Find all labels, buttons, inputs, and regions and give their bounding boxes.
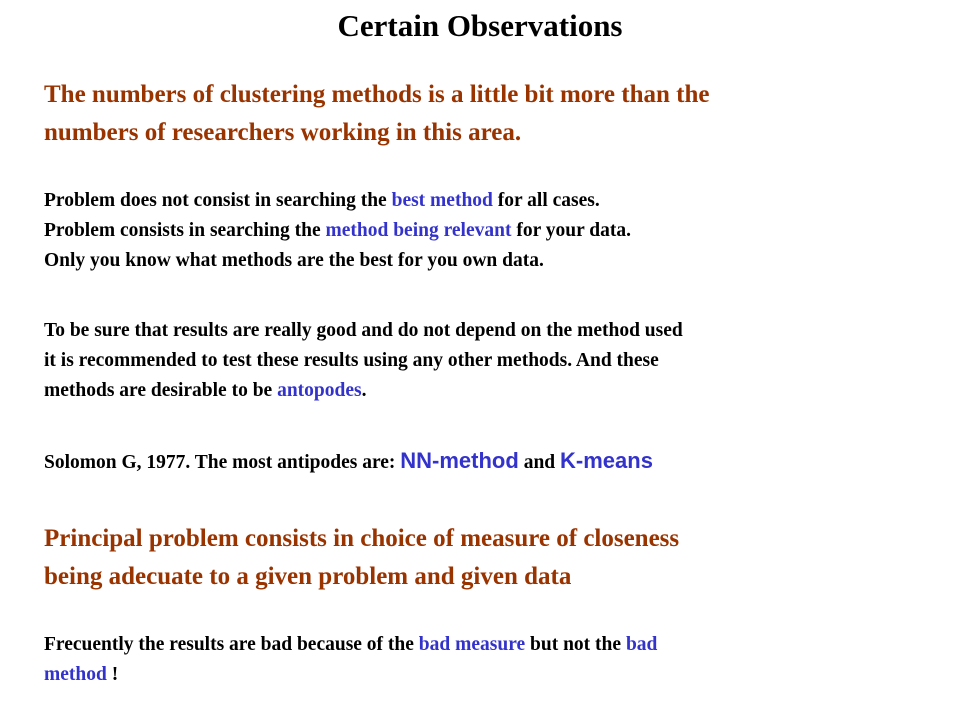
solomon-line bbox=[44, 446, 653, 478]
frequent-text-c: ! bbox=[106, 664, 119, 685]
problem-line-2-text-b: for your data. bbox=[511, 220, 632, 241]
problem-line-1 bbox=[44, 186, 631, 216]
frequent-line-1 bbox=[44, 630, 657, 660]
frequent-paragraph bbox=[44, 630, 657, 690]
test-line-3-text-b: . bbox=[361, 380, 367, 401]
highlight-method-relevant: method being relevant bbox=[325, 220, 512, 241]
principal-line-1: Principal problem consists in choice of measure of closeness bbox=[44, 525, 680, 552]
lead-statement bbox=[44, 76, 710, 152]
lead-line-2: numbers of researchers working in this area. bbox=[44, 119, 522, 146]
problem-line-1-text-b: for all cases. bbox=[492, 190, 600, 211]
solomon-text: Solomon G, 1977. The most antipodes are: bbox=[44, 452, 401, 473]
principal-line-2: being adecuate to a given problem and given data bbox=[44, 563, 572, 590]
highlight-nn-method: NN-method bbox=[400, 448, 519, 473]
frequent-text-b: but not the bbox=[525, 634, 626, 655]
highlight-k-means: K-means bbox=[560, 448, 653, 473]
problem-paragraph bbox=[44, 186, 631, 276]
highlight-bad-measure: bad measure bbox=[418, 634, 526, 655]
slide-title: Certain Observations bbox=[337, 8, 623, 43]
frequent-text-a: Frecuently the results are bad because of the bbox=[44, 634, 419, 655]
highlight-bad: bad bbox=[625, 634, 658, 655]
test-line-1: To be sure that results are really good and do not depend on the method used bbox=[44, 320, 683, 341]
principal-statement bbox=[44, 520, 679, 596]
test-line-3 bbox=[44, 376, 683, 406]
problem-line-2 bbox=[44, 216, 631, 246]
highlight-method: method bbox=[44, 664, 107, 685]
problem-line-2-text-a: Problem consists in searching the bbox=[44, 220, 326, 241]
test-paragraph bbox=[44, 316, 683, 406]
test-line-3-text-a: methods are desirable to be bbox=[44, 380, 278, 401]
test-line-2: it is recommended to test these results using any other methods. And these bbox=[44, 350, 659, 371]
highlight-best-method: best method bbox=[391, 190, 493, 211]
problem-line-3: Only you know what methods are the best for you own data. bbox=[44, 250, 544, 271]
frequent-line-2 bbox=[44, 660, 657, 690]
solomon-and: and bbox=[518, 452, 561, 473]
lead-line-1: The numbers of clustering methods is a little bit more than the bbox=[44, 81, 710, 108]
problem-line-1-text-a: Problem does not consist in searching the bbox=[44, 190, 392, 211]
highlight-antopodes: antopodes bbox=[277, 380, 362, 401]
